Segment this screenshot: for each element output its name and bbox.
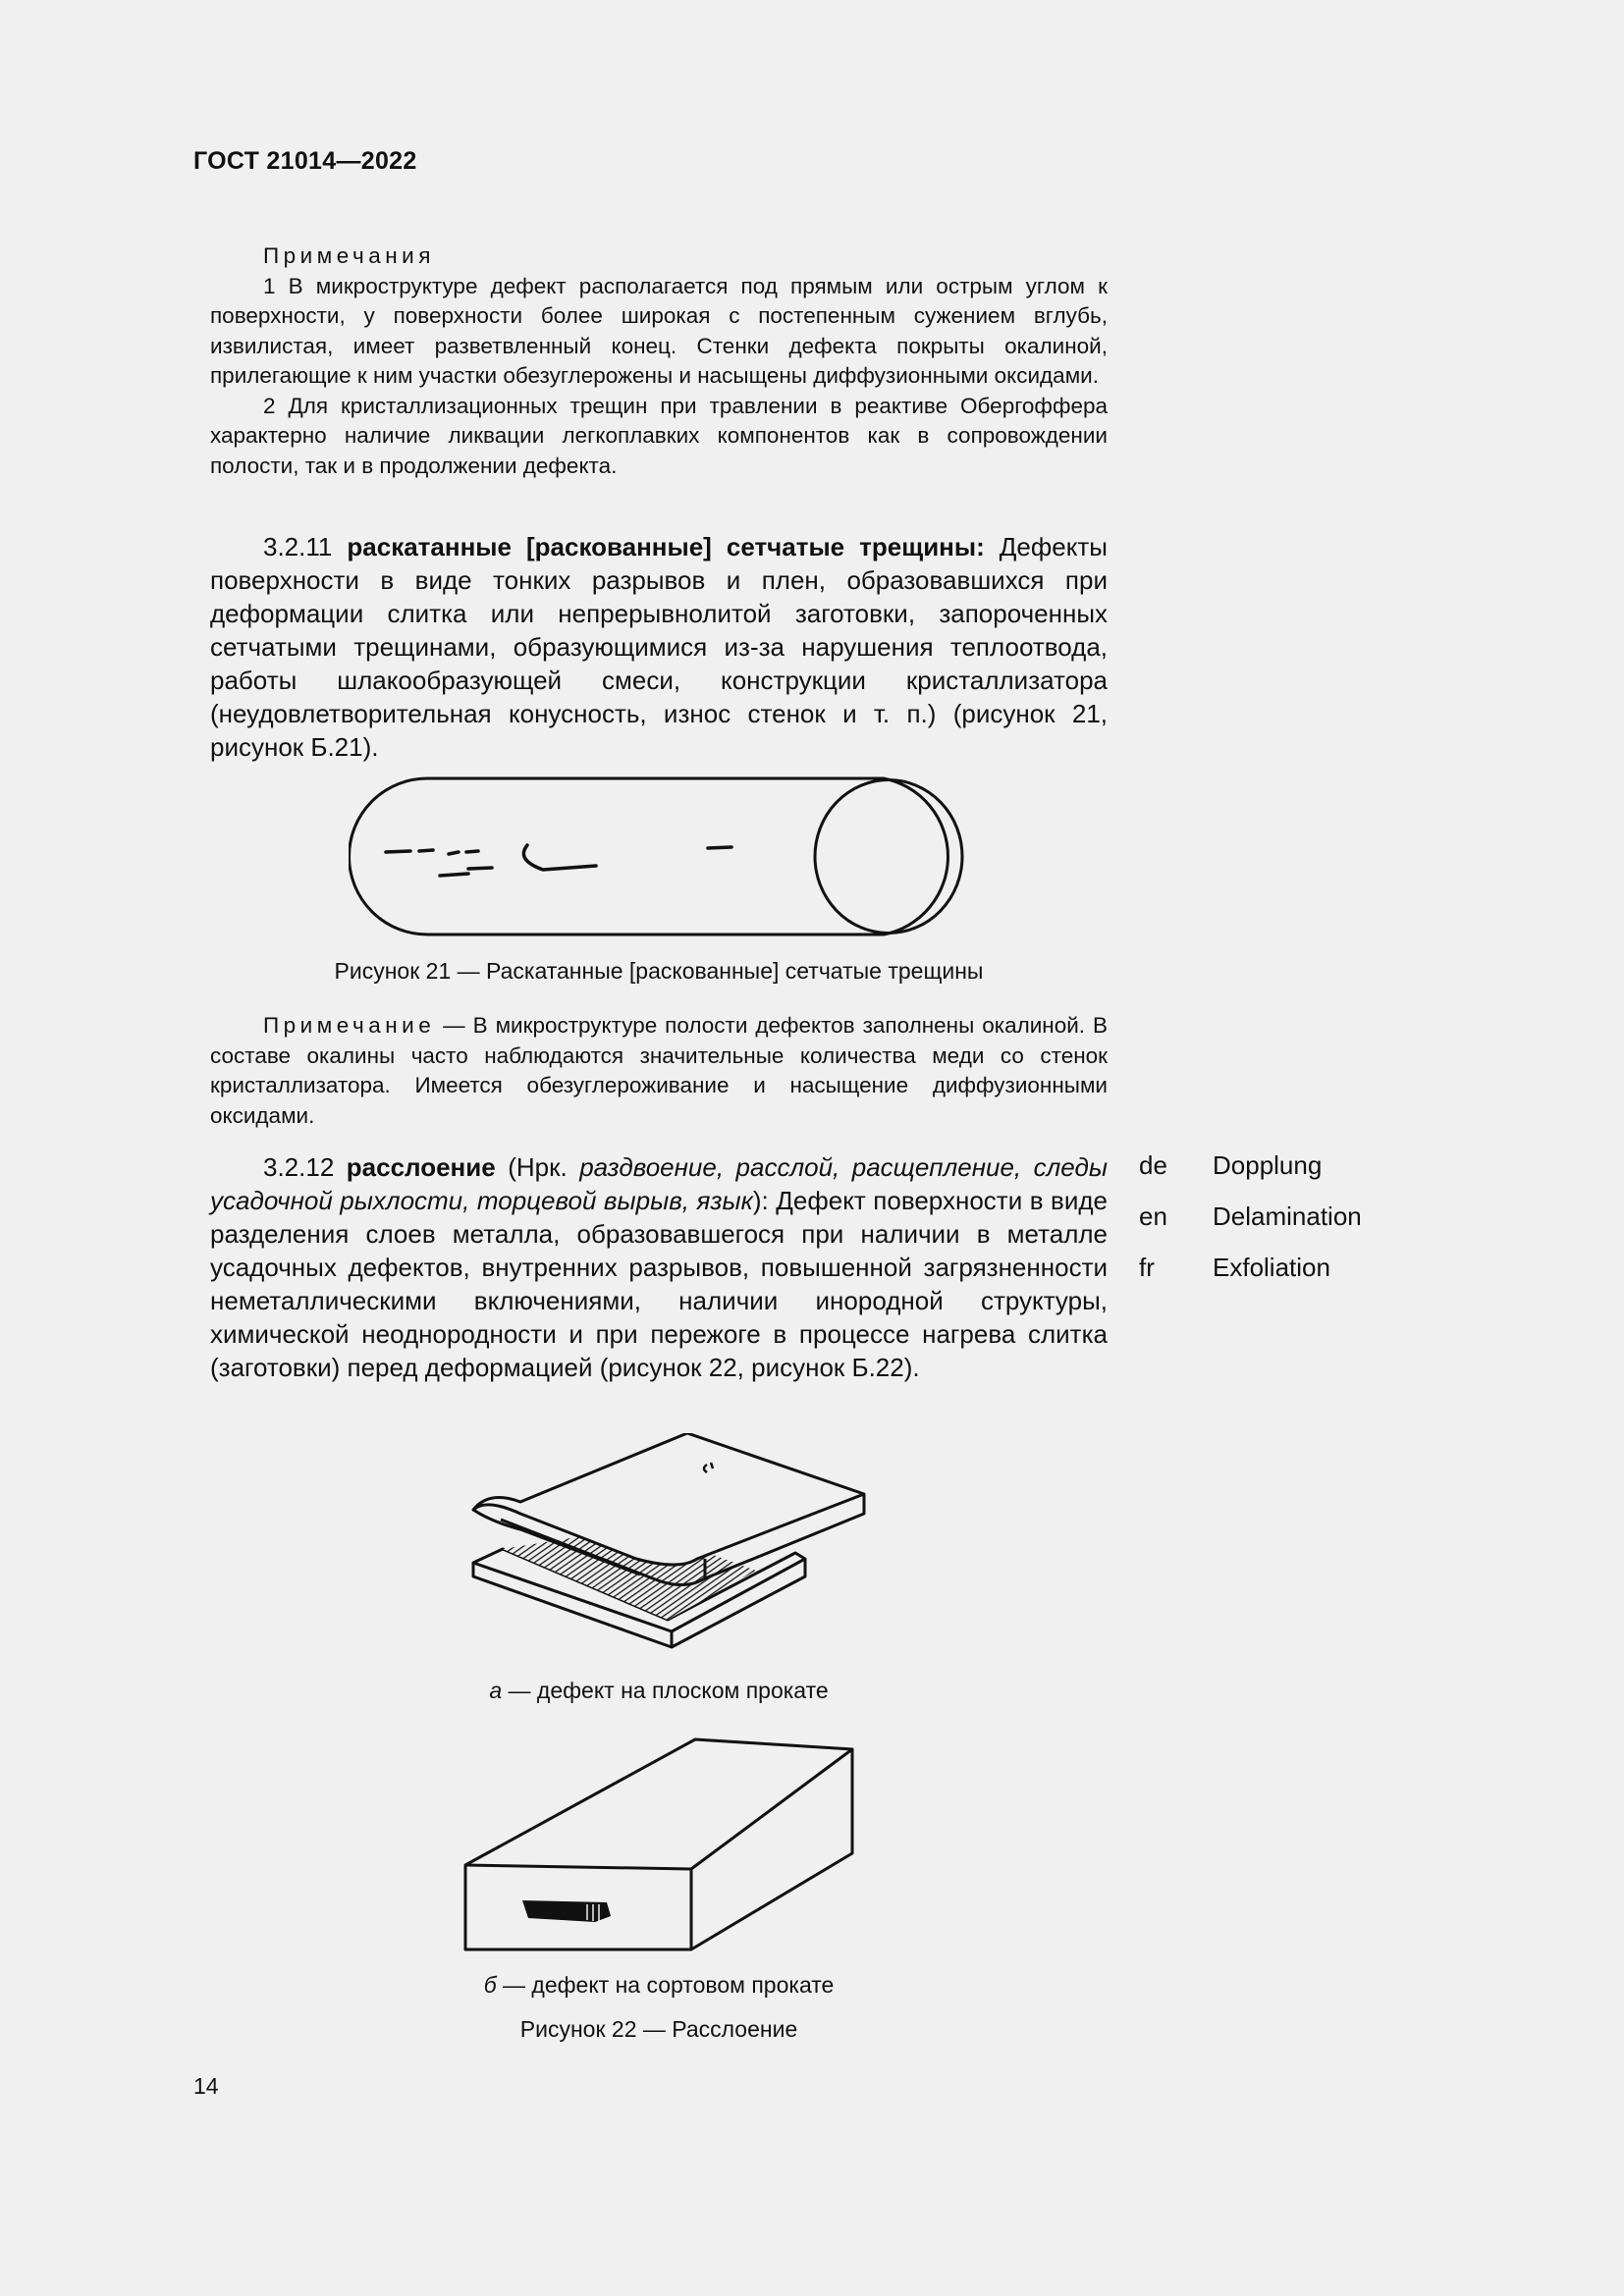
section-number: 3.2.12 xyxy=(263,1152,335,1182)
deprecated-prefix: (Нрк. xyxy=(495,1152,580,1182)
figure-21-drawing xyxy=(349,775,969,937)
term: расслоение xyxy=(346,1152,496,1182)
sub-letter: б xyxy=(483,1972,497,1998)
notes-block xyxy=(210,241,1108,481)
lang-term: Delamination xyxy=(1213,1201,1362,1231)
sub-text: — дефект на плоском прокате xyxy=(502,1678,829,1703)
lang-term: Exfoliation xyxy=(1213,1253,1330,1282)
equivalents-block xyxy=(1139,1150,1362,1304)
lang-code: fr xyxy=(1139,1253,1155,1282)
sub-text: — дефект на сортовом прокате xyxy=(496,1972,835,1998)
definition: ): Дефект поверхности в виде разделения слоев металла, образовавшегося при наличии в металле усадочных дефектов, внутренних разрывов, повышенной загрязненности неметаллическими включениями, наличии инородной структуры, химической неоднородности и при пережоге в процессе нагрева слитка (заготовки) перед деформацией (рисунок 22, рисунок Б.22). xyxy=(210,1186,1108,1382)
lang-code: de xyxy=(1139,1150,1167,1180)
figure-22-caption: Рисунок 22 — Расслоение xyxy=(519,2016,798,2042)
figure-22a-caption xyxy=(210,1678,1108,1704)
sub-letter: а xyxy=(489,1678,503,1703)
figure-22b-caption xyxy=(210,1972,1108,1999)
equivalent-row xyxy=(1139,1201,1362,1253)
equivalent-row xyxy=(1139,1253,1362,1304)
document-header: ГОСТ 21014—2022 xyxy=(193,147,417,175)
term: раскатанные [раскованные] сетчатые трещины: xyxy=(347,532,985,561)
figure-22b-drawing xyxy=(460,1735,862,1961)
note-item-2: 2 Для кристаллизационных трещин при травлении в реактиве Обергоффера характерно наличие ликвации легкоплавких компонентов как в сопровождении полости, так и в продолжении дефекта. xyxy=(210,393,1108,478)
lang-code: en xyxy=(1139,1201,1167,1231)
lang-term: Dopplung xyxy=(1213,1150,1323,1180)
figure-22a-drawing xyxy=(461,1433,874,1659)
figure-21-caption: Рисунок 21 — Раскатанные [раскованные] сетчатые трещины xyxy=(334,958,984,984)
note-text: — В микроструктуре полости дефектов заполнены окалиной. В составе окалины часто наблюдаются значительные количества меди со стенок кристаллизатора. Имеется обезуглероживание и насыщение диффузионными оксидами. xyxy=(210,1013,1108,1128)
definition: Дефекты поверхности в виде тонких разрывов и плен, образовавшихся при деформации слитка или непрерывнолитой заготовки, запороченных сетчатыми трещинами, образующимися из-за нарушения теплоотвода, работы шлакообразующей смеси, конструкции кристаллизатора (неудовлетворительная конусность, износ стенок и т. п.) (рисунок 21, рисунок Б.21). xyxy=(210,532,1108,762)
section-number: 3.2.11 xyxy=(263,532,333,561)
deprecated-terms: раздвоение, расслой, расщепление, следы усадочной рыхлости, торцевой вырыв, язык xyxy=(210,1152,1108,1215)
note-label: Примечание xyxy=(263,1013,436,1038)
equivalent-row xyxy=(1139,1150,1362,1201)
notes-heading: Примечания xyxy=(263,243,435,268)
section-3-2-12 xyxy=(210,1150,1108,1384)
section-3-2-11 xyxy=(210,530,1108,764)
page-number: 14 xyxy=(193,2073,219,2099)
figure-21-note xyxy=(210,1011,1108,1131)
note-item-1: 1 В микроструктуре дефект располагается под прямым или острым углом к поверхности, у поверхности более широкая с постепенным сужением вглубь, извилистая, имеет разветвленный конец. Стенки дефекта покрыты окалиной, прилегающие к ним участки обезуглерожены и насыщены диффузионными оксидами. xyxy=(210,273,1108,388)
